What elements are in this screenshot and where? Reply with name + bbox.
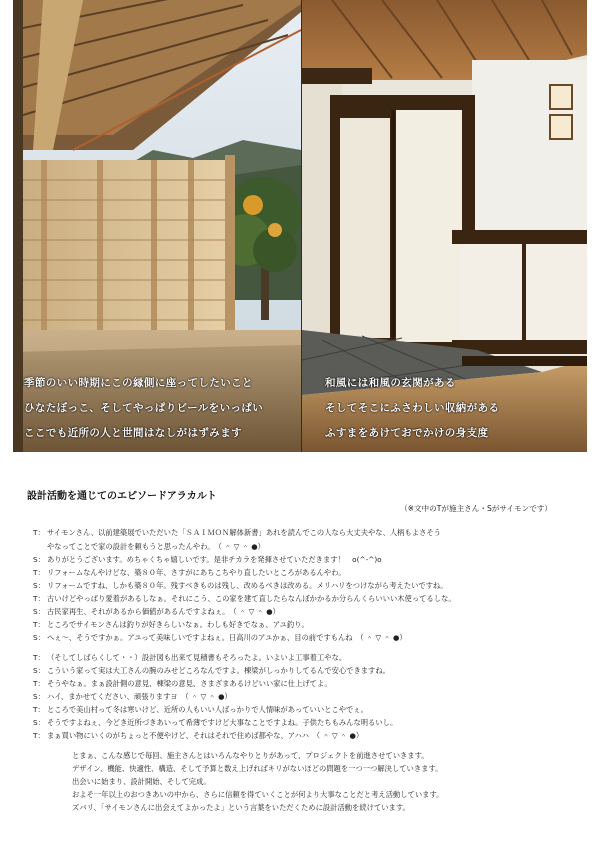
speaker-label: S： — [33, 692, 45, 701]
dialog-line — [33, 654, 346, 661]
speaker-label: T： — [33, 731, 45, 740]
dialog-line — [33, 693, 232, 700]
dialog-text: サイモンさん、以前建築展でいただいた「ＳＡＩＭＯＮ解体新書」あれを読んでこの人なら大丈夫やな、人柄もよさそう — [47, 528, 441, 537]
speaker-label: S： — [33, 581, 45, 590]
dialog-text: ところで美山村って冬は寒いけど、近所の人もいい人ばっかりで人情味があっていいとこやでぇ。 — [47, 705, 368, 714]
dialog-line — [33, 582, 448, 589]
speaker-label: S： — [33, 666, 45, 675]
dialog-line — [33, 608, 280, 615]
closing-line: とまぁ、こんな感じで毎回、施主さんとはいろんなやりとりがあって、プロジェクトを前進させていきます。 — [72, 751, 429, 760]
speaker-label: S： — [33, 555, 45, 564]
speaker-label: T： — [33, 620, 45, 629]
dialog-line — [33, 706, 368, 713]
dialog-line — [33, 621, 309, 628]
caption-right-3: ふすまをあけておでかけの身支度 — [325, 427, 489, 439]
dialog-line — [33, 556, 382, 563]
dialog-line — [33, 529, 441, 536]
dialog-text: そうやなぁ。まぁ設計側の意見、棟梁の意見、さまざまあるけどいい家に仕上げてよ。 — [47, 679, 332, 688]
dialog-text: （そしてしばらくして・・）設計図も出来て見積書もそろったよ。いよいよ工事着工やな。 — [47, 653, 347, 662]
photo-pair — [13, 0, 587, 452]
speaker-label: S： — [33, 607, 45, 616]
dialog-text: リフォームですね、しかも築８０年。残すべきものは残し、改めるべきは改める。メリハリをつけながら考えたいですね。 — [47, 581, 448, 590]
dialog-text: やなってことで家の設計を頼もうと思ったんやわ。 （ ＾ ▽ ＾ ●） — [47, 542, 265, 551]
closing-line: およそ一年以上のおつきあいの中から、さらに信頼を得ていくことが何より大事なことだと考え活動しています。 — [72, 790, 444, 799]
dialog-line — [33, 719, 397, 726]
dialog-text: ところでサイモンさんは釣りが好きらしいなぁ。わしも好きでなぁ、アユ釣り。 — [47, 620, 309, 629]
speaker-label: T： — [33, 705, 45, 714]
caption-right-2: そしてそこにふさわしい収納がある — [325, 402, 500, 414]
dialog-line — [33, 595, 456, 602]
dialog-text: 古いけどやっぱり愛着があるしなぁ。それにこう、この家を建て直したらなんぼかかるか分らんくらいいい木使ってるしな。 — [47, 594, 456, 603]
closing-line: デザイン、機能、快適性、構造、そして予算と数え上げればキリがないほどの問題を一つ一つ解決していきます。 — [72, 764, 443, 773]
dialog-text: そうですよねぇ、今どき近所づきあいって希薄ですけど大事なことですよね。子供たちもみんな明るいし。 — [47, 718, 398, 727]
dialog-text: 古民家再生、それがあるから価値があるんですよねぇ。 （ ＾ ▽ ＾ ●） — [47, 607, 280, 616]
closing-line: ズバリ、「サイモンさんに出会えてよかったよ」という言葉をいただくために設計活動を続けています。 — [72, 803, 410, 812]
dialog-line — [33, 543, 265, 550]
dialog-text: まぁ買い物にいくのがちょっと不便やけど、それはそれで住めば都やな、アハハ （ ＾ ▽ ＾ ●） — [47, 731, 364, 740]
caption-left-3: ここでも近所の人と世間はなしがはずみます — [24, 427, 242, 439]
dialog-line — [33, 667, 390, 674]
section-title: 設計活動を通じてのエピソードアラカルト — [27, 491, 217, 502]
speaker-label: S： — [33, 718, 45, 727]
dialog-text: リフォームなんやけどな、築８０年、さすがにあちこちやり直したいところがあるんやわ。 — [47, 568, 346, 577]
speaker-note: （※文中のTが施主さん・Sがサイモンです） — [400, 504, 552, 513]
dialog-line — [33, 732, 363, 739]
speaker-label: T： — [33, 679, 45, 688]
caption-right-1: 和風には和風の玄関がある — [325, 377, 456, 389]
speaker-label: T： — [33, 653, 45, 662]
dialog-line — [33, 569, 346, 576]
speaker-label: T： — [33, 568, 45, 577]
dialog-text: ハイ、まかせてください、頑張りますヨ （ ＾ ▽ ＾ ●） — [47, 692, 232, 701]
caption-left-1: 季節のいい時期にこの縁側に座ってしたいこと — [24, 377, 253, 389]
caption-left-2: ひなたぼっこ、そしてやっぱりビールをいっぱい — [24, 402, 264, 414]
speaker-label: T： — [33, 594, 45, 603]
dialog-text: ありがとうございます。めちゃくちゃ嬉しいです。是非チカラを発揮させていただきます！ o(^-^)o — [47, 555, 382, 564]
speaker-label: S： — [33, 633, 45, 642]
dialog-line — [33, 680, 332, 687]
closing-line: 出会いに始まり、設計開始、そして完成。 — [72, 777, 211, 786]
dialog-text: へぇ〜、そうですかぁ。アユって美味しいですよねぇ。日高川のアユかぁ、目の前ですもんね （ ＾ ▽ ＾ ●） — [47, 633, 407, 642]
dialog-line — [33, 634, 407, 641]
dialog-text: こういう家って実は大工さんの腕のみせどころなんですよ。棟梁がしっかりしてるんで安心できますね。 — [47, 666, 390, 675]
speaker-label: T： — [33, 528, 45, 537]
